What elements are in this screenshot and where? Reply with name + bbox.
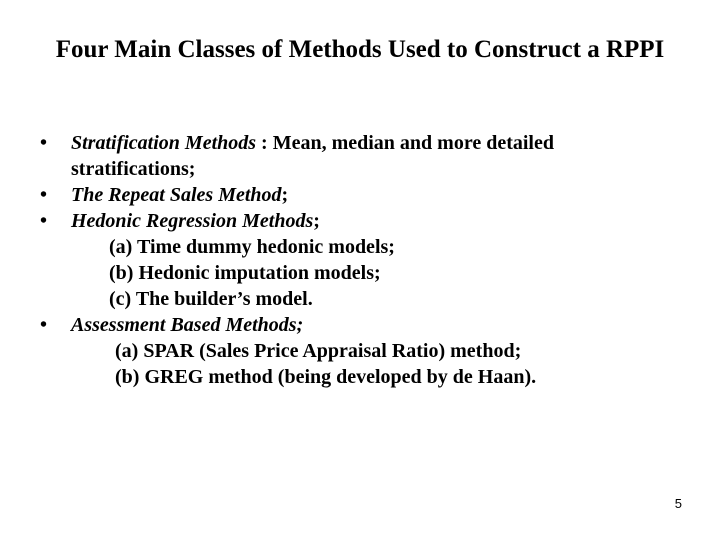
- bullet-rest: ;: [313, 210, 320, 232]
- bullet-text: [71, 210, 320, 232]
- bullet-lead: Assessment Based Methods;: [71, 314, 304, 336]
- bullet-text: [71, 314, 303, 336]
- bullet-rest: : Mean, median and more detailed stratifications;: [71, 132, 554, 180]
- bullet-lead: Stratification Methods: [71, 132, 257, 154]
- bullet-item-hedonic: [0, 208, 671, 234]
- bullet-text: [71, 132, 554, 180]
- bullet-item-repeat-sales: [0, 182, 671, 208]
- bullet-text: [71, 184, 288, 206]
- bullet-icon: •: [40, 314, 48, 336]
- bullet-icon: •: [40, 210, 48, 232]
- sub-item: (c) The builder’s model.: [109, 288, 313, 310]
- bullet-rest: ;: [281, 184, 289, 206]
- bullet-item-assessment: [0, 312, 671, 338]
- bullet-lead: Hedonic Regression Methods: [71, 210, 314, 232]
- slide-title: Four Main Classes of Methods Used to Construct a RPPI: [55, 36, 665, 63]
- bullet-item-stratification: [0, 130, 671, 182]
- sub-item: (b) Hedonic imputation models;: [109, 262, 381, 284]
- bullet-lead: The Repeat Sales Method: [71, 184, 282, 206]
- bullet-list: [0, 130, 720, 390]
- bullet-icon: •: [40, 184, 48, 206]
- sub-item: (a) SPAR (Sales Price Appraisal Ratio) method;: [115, 340, 522, 362]
- page-number: 5: [674, 496, 682, 511]
- bullet-icon: •: [40, 132, 48, 154]
- sub-item: (b) GREG method (being developed by de Haan).: [115, 366, 537, 388]
- sub-item: (a) Time dummy hedonic models;: [109, 236, 395, 258]
